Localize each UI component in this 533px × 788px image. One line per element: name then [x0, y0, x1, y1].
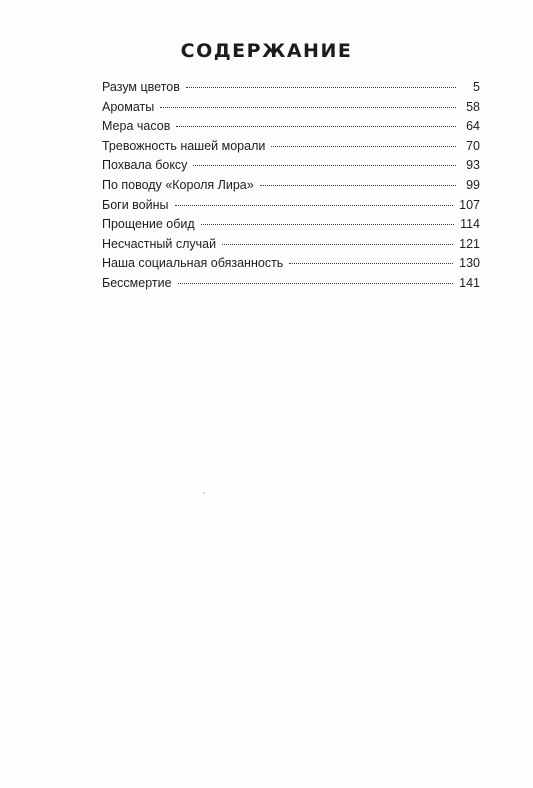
dot-leader: [186, 87, 456, 88]
toc-entry-page: 114: [460, 217, 480, 232]
toc-entry: [102, 274, 480, 294]
toc-entry-page: 5: [473, 80, 480, 94]
toc-entry-title: Похвала боксу: [102, 158, 188, 173]
dot-leader: [201, 224, 454, 225]
toc-entry: [102, 235, 480, 255]
toc-entry-page: 64: [466, 119, 480, 134]
dot-leader: [271, 146, 456, 147]
table-of-contents: [102, 78, 480, 294]
toc-entry-title: Ароматы: [102, 99, 155, 114]
paper-speck: [203, 492, 205, 494]
toc-entry-page: 99: [466, 177, 480, 192]
dot-leader: [260, 185, 456, 186]
toc-entry-title: Несчастный случай: [102, 236, 217, 251]
toc-entry: [102, 117, 480, 137]
toc-entry: [102, 137, 480, 157]
toc-entry-page: 70: [466, 138, 480, 153]
toc-entry: [102, 254, 480, 274]
toc-entry: [102, 156, 480, 176]
dot-leader: [193, 165, 456, 166]
toc-entry-title: Мера часов: [102, 119, 171, 134]
toc-entry-title: По поводу «Короля Лира»: [102, 177, 254, 192]
toc-entry-title: Прощение обид: [102, 217, 195, 232]
dot-leader: [222, 244, 453, 245]
toc-entry: [102, 98, 480, 118]
toc-entry-page: 107: [459, 197, 480, 212]
toc-entry-page: 58: [466, 99, 480, 114]
dot-leader: [175, 205, 454, 206]
dot-leader: [289, 263, 453, 264]
toc-entry-page: 121: [459, 236, 480, 251]
dot-leader: [160, 107, 456, 108]
toc-entry-title: Тревожность нашей морали: [102, 138, 266, 153]
toc-entry-title: Наша социальная обязанность: [102, 256, 284, 271]
toc-entry-title: Бессмертие: [102, 275, 172, 290]
dot-leader: [176, 126, 456, 127]
toc-entry-page: 130: [459, 256, 480, 271]
toc-entry: [102, 196, 480, 216]
toc-entry: [102, 78, 480, 98]
toc-entry-page: 93: [466, 158, 480, 173]
toc-entry-title: Боги войны: [102, 197, 169, 212]
toc-entry: [102, 215, 480, 235]
toc-entry: [102, 176, 480, 196]
dot-leader: [178, 283, 454, 284]
page-title: СОДЕРЖАНИЕ: [180, 40, 353, 62]
toc-entry-page: 141: [459, 275, 480, 290]
toc-entry-title: Разум цветов: [102, 80, 180, 94]
